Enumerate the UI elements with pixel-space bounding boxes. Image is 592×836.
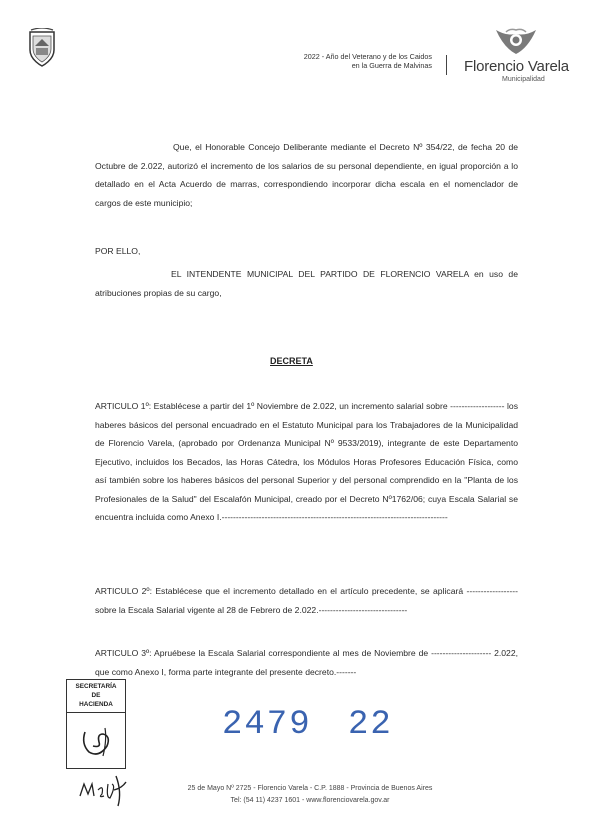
footer: [120, 783, 500, 807]
decree-number: 2479 22: [222, 706, 393, 744]
tagline-line-2: en la Guerra de Malvinas: [351, 61, 432, 70]
footer-contact: Tel: (54 11) 4237 1601 - www.florenciovarela.gov.ar: [230, 797, 390, 804]
florencio-varela-logo-icon: [492, 26, 540, 56]
intro-paragraph: Que, el Honorable Concejo Deliberante mediante el Decreto Nº 354/22, de fecha 20 de Octubre de 2.022, autorizó el incremento de los salarios de su personal dependiente, en igual proporción a lo detallado en el Acta Acuerdo de marras, correspondiendo incorporar dicha escala en el nomenclador de cargos de este municipio;: [95, 142, 518, 208]
por-ello-heading: POR ELLO,: [95, 246, 141, 256]
header-divider: [446, 55, 447, 75]
footer-address: 25 de Mayo Nº 2725 - Florencio Varela - C.P. 1888 - Provincia de Buenos Aires: [187, 785, 433, 792]
brand-name: Florencio Varela: [464, 58, 569, 75]
municipal-crest-icon: [27, 28, 57, 68]
tagline-line-1: 2022 - Año del Veterano y de los Caidos: [303, 52, 432, 61]
brand-subtitle: Municipalidad: [502, 76, 545, 83]
header-tagline: [246, 52, 432, 70]
intendente-paragraph: EL INTENDENTE MUNICIPAL DEL PARTIDO DE FLORENCIO VARELA en uso de atribuciones propias de su cargo,: [95, 269, 518, 298]
article-3: ARTICULO 3º: Apruébese la Escala Salarial correspondiente al mes de Noviembre de --------------------- 2.022, que como Anexo I, forma parte integrante del presente decreto.-------: [95, 648, 518, 677]
article-2: ARTICULO 2º: Establécese que el incremento detallado en el artículo precedente, se aplicará ------------------ sobre la Escala Salarial vigente al 28 de Febrero de 2.022.-------------------------------: [95, 586, 518, 615]
stamp-line-1: SECRETARÍA: [75, 683, 117, 690]
secretaria-hacienda-stamp: [66, 679, 126, 769]
decreta-heading: DECRETA: [270, 356, 313, 366]
stamp-line-2: DE: [91, 692, 101, 699]
stamp-header: [67, 680, 125, 713]
stamp-line-3: HACIENDA: [79, 701, 113, 708]
article-1: ARTICULO 1º: Establécese a partir del 1º Noviembre de 2.022, un incremento salarial sobre ------------------- los haberes básicos del personal encuadrado en el Estatuto Municipal para los Trabajadores de la Municipalidad de Florencio Varela, (aprobado por Ordenanza Municipal Nº 9533/2019), integrante de este Departamento Ejecutivo, incluidos los Becados, las Horas Cátedra, los Módulos Horas Profesores Educación Física, como así también sobre los haberes básicos del personal Superior y del personal comprendido en la "Planta de los Profesionales de la Salud" del Escalafón Municipal, creado por el Decreto Nº1762/06; cuya Escala Salarial se encuentra incluida como Anexo I.-------------------------------------------------------------------------------: [95, 401, 518, 522]
stamp-signature-icon: [77, 722, 117, 762]
